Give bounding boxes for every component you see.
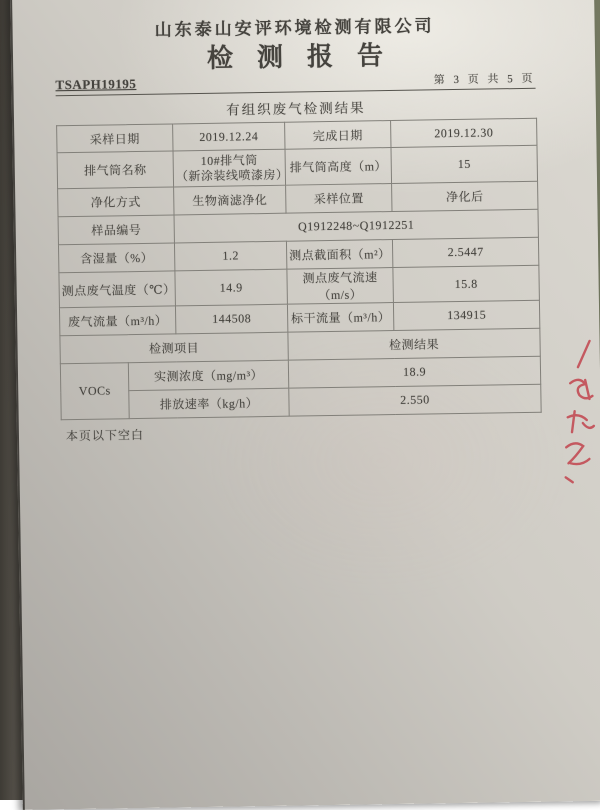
gas-flow-value: 144508 (175, 304, 287, 334)
sample-number-label: 样品编号 (58, 215, 174, 245)
emission-rate-value: 2.550 (289, 384, 541, 416)
vocs-label: VOCs (60, 363, 129, 420)
emission-rate-label: 排放速率（kg/h） (129, 388, 289, 419)
sampling-position-value: 净化后 (392, 181, 538, 211)
gas-flow-label: 废气流量（m³/h） (59, 306, 175, 336)
sample-number-value: Q1912248~Q1912251 (174, 209, 538, 243)
purification-method-value: 生物滴滤净化 (174, 185, 286, 215)
cross-section-area-label: 测点截面积（m²） (286, 240, 392, 270)
report-page-content (54, 14, 541, 444)
measured-concentration-value: 18.9 (288, 356, 540, 388)
page-indicator: 第 3 页 共 5 页 (434, 70, 536, 88)
standard-dry-flow-value: 134915 (393, 300, 539, 330)
results-table (56, 118, 542, 421)
company-name: 山东泰山安评环境检测有限公司 (54, 14, 534, 44)
report-number: TSAPH19195 (55, 76, 136, 93)
test-item-header: 检测项目 (60, 332, 288, 364)
stack-name-value (173, 149, 286, 187)
gas-temperature-value: 14.9 (175, 269, 288, 306)
cross-section-area-value: 2.5447 (392, 237, 538, 267)
handwritten-red-annotation (553, 335, 600, 488)
footer-note: 本页以下空白 (61, 420, 541, 445)
measured-concentration-label: 实测浓度（mg/m³） (128, 360, 288, 391)
stack-name-label: 排气筒名称 (57, 151, 174, 189)
gas-temperature-label: 测点废气温度（℃） (59, 271, 176, 308)
purification-method-label: 净化方式 (58, 187, 174, 217)
sampling-date-value: 2019.12.24 (173, 122, 285, 151)
moisture-content-label: 含湿量（%） (58, 243, 174, 273)
completion-date-label: 完成日期 (285, 121, 391, 150)
moisture-content-value: 1.2 (174, 241, 286, 271)
sampling-date-label: 采样日期 (57, 124, 173, 153)
paper-sheet (10, 0, 600, 810)
report-title: 检测报告 (55, 39, 535, 77)
stack-height-value: 15 (391, 145, 538, 183)
gas-velocity-value: 15.8 (393, 265, 540, 302)
stack-name-line2: （新涂装线喷漆房） (176, 167, 283, 184)
sampling-position-label: 采样位置 (286, 184, 392, 214)
standard-dry-flow-label: 标干流量（m³/h） (287, 303, 393, 333)
stack-height-label: 排气筒高度（m） (285, 148, 392, 186)
stack-name-line1: 10#排气筒 (176, 152, 283, 169)
section-title: 有组织废气检测结果 (56, 97, 536, 122)
gas-velocity-label: 测点废气流速（m/s） (287, 268, 394, 305)
test-result-header: 检测结果 (288, 328, 540, 360)
completion-date-value: 2019.12.30 (391, 118, 537, 147)
